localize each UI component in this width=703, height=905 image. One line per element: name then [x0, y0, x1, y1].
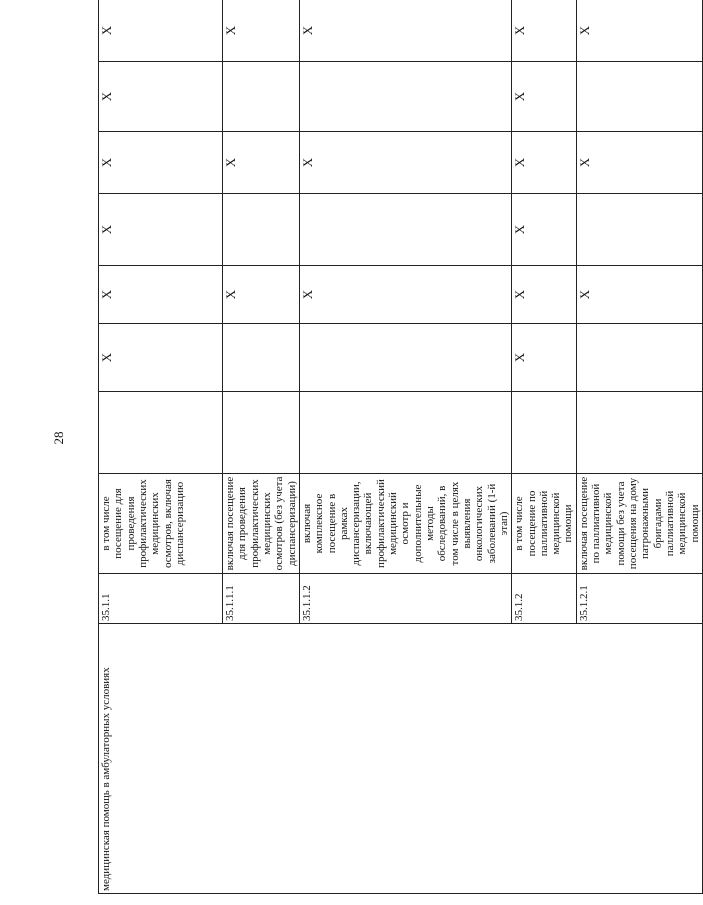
value-cell: [223, 194, 300, 266]
value-cell: [299, 62, 511, 132]
value-cell: [576, 324, 702, 392]
row-number: 35.1.1: [99, 574, 223, 624]
value-cell: [576, 194, 702, 266]
value-cell: [223, 392, 300, 474]
value-cell: X: [99, 132, 223, 194]
value-cell: X: [512, 324, 577, 392]
value-cell: X: [512, 132, 577, 194]
value-cell: X: [299, 266, 511, 324]
value-cell: [299, 392, 511, 474]
value-cell: X: [99, 0, 223, 62]
value-cell: X: [299, 132, 511, 194]
value-cell: X: [576, 266, 702, 324]
value-cell: X: [512, 62, 577, 132]
row-name: в том числе посещение для проведения профилактических медицинских осмотров, включая диспансеризацию: [99, 474, 223, 574]
row-name: включая комплексное посещение в рамках диспансеризации, включающей профилактический медицинский осмотр и дополнительные методы обследований, в том числе в целях выявления онкологических заболеваний (1-й этап): [299, 474, 511, 574]
value-cell: X: [99, 62, 223, 132]
row-number: 35.1.2.1: [576, 574, 702, 624]
value-cell: X: [576, 132, 702, 194]
value-cell: X: [99, 324, 223, 392]
row-number: 35.1.2: [512, 574, 577, 624]
section-label-cell: медицинская помощь в амбулаторных условиях: [99, 624, 703, 894]
value-cell: [299, 324, 511, 392]
value-cell: X: [223, 266, 300, 324]
value-cell: X: [512, 266, 577, 324]
rotated-table-wrapper: [98, 10, 701, 894]
value-cell: [576, 62, 702, 132]
value-cell: [99, 392, 223, 474]
value-cell: X: [512, 0, 577, 62]
value-cell: [512, 392, 577, 474]
value-cell: [576, 392, 702, 474]
value-cell: X: [223, 132, 300, 194]
page-number: 28: [51, 431, 66, 445]
row-name: включая посещение для проведения профилактических медицинских осмотров (без учета диспансеризации): [223, 474, 300, 574]
table-row: [99, 0, 223, 894]
row-name: включая посещение по паллиативной медицинской помощи без учета посещения на дому патронажными бригадами паллиативной медицинской помощи: [576, 474, 702, 574]
value-cell: X: [576, 0, 702, 62]
row-name: в том числе посещение по паллиативной медицинской помощи: [512, 474, 577, 574]
value-cell: [299, 194, 511, 266]
value-cell: X: [299, 0, 511, 62]
value-cell: [223, 324, 300, 392]
value-cell: X: [223, 0, 300, 62]
value-cell: X: [99, 194, 223, 266]
data-table: [98, 0, 703, 894]
value-cell: [223, 62, 300, 132]
value-cell: X: [99, 266, 223, 324]
row-number: 35.1.1.1: [223, 574, 300, 624]
row-number: 35.1.1.2: [299, 574, 511, 624]
value-cell: X: [512, 194, 577, 266]
